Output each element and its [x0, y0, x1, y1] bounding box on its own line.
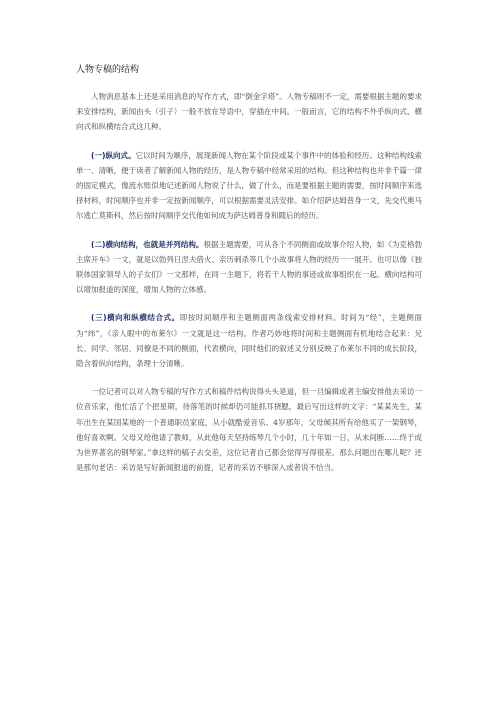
document-page — [76, 64, 422, 488]
section-heading-horizontal: (二)横向结构，也就是并列结构。 — [91, 239, 204, 249]
document-title: 人物专稿的结构 — [76, 65, 140, 75]
section-paragraph-combined — [76, 310, 422, 371]
section-heading-combined: (三)横向和纵横结合式。 — [91, 313, 180, 323]
section-paragraph-horizontal — [76, 237, 422, 298]
section-body-horizontal: 根据主题需要，可从各个不同侧面或故事介绍人物，如《为克格勃主席开车》一文，就是以勃列日涅夫借火、亲历刺杀等几个小故事将人物的经历一一展开。也可以像《独联体国家领导人的子女们》一文那样，在同一主题下，将若干人物的事迹或故事组织在一起。横向结构可以增加报道的深度，增加人物的立体感。 — [76, 239, 422, 295]
intro-paragraph: 人物消息基本上还是采用消息的写作方式，即“倒金字塔”。人物专稿则不一定，需要根据主题的要求来安排结构，新闻由头（引子）一般不放在导语中，穿插在中间。一般而言，它的结构不外乎纵向式、横向式和纵横结合式这几种。 — [76, 92, 422, 132]
closing-paragraph: 一位记者可以对人物专稿的写作方式和稿件结构说得头头是道，但一旦编辑或者主编安排他去采访一位音乐家，他忙活了个把星期，待落笔的时候却仍可能抓耳挠腮，最后写出这样的文字：“某某先生，某年出生在某国某地的一个普通职员家庭，从小就酷爱音乐。4岁那年，父母倾其所有给他买了一架钢琴，他好喜欢啊。父母又给他请了教师，从此他每天坚持练琴几个小时，几十年如一日，从未间断……终于成为世界著名的钢琴家。”拿这样的稿子去交差，这位记者自己都会觉得写得很差。那么问题出在哪儿呢？还是那句老话：采访是写好新闻报道的前提，记者的采访不够深入或者说不恰当。 — [76, 387, 422, 473]
section-heading-vertical: (一)纵向式。 — [91, 150, 136, 160]
section-body-vertical: 它以时间为顺序，展现新闻人物在某个阶段或某个事件中的体验和经历。这种结构线索单一、清晰，便于读者了解新闻人物的经历，是人物专稿中经常采用的结构。但这种结构也并非千篇一律的固定模式，像流水账似地记述新闻人物说了什么，做了什么，而是要根据主题的需要，按时间顺序来选择材料，时间顺序也并非一定按新闻顺序，可以根据需要灵活安排。如介绍萨达姆普身一文，先交代奥马尔逃亡莫斯科，然后按时间顺序交代他如何成为萨达姆普身和随后的经历。 — [76, 150, 423, 221]
section-paragraph-vertical — [76, 148, 422, 224]
section-body-combined: 即按时间顺序和主题侧面两条线索安排材料。时间为“经”，主题侧面为“纬”，《亲人眼中的布莱尔》一文就是这一结构。作者巧妙地将时间和主题侧面有机地结合起来：兄长、同学、邻居、同僚是不同的侧面，代表横向，同时他们的叙述又分别反映了布莱尔不同的成长阶段，隐含着纵向结构，条理十分清晰。 — [76, 313, 422, 369]
